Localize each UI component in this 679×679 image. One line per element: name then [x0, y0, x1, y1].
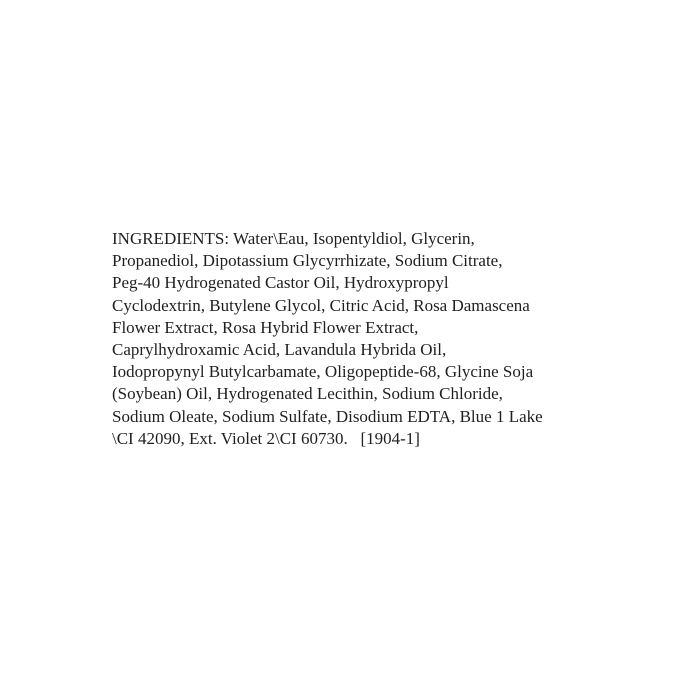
ingredients-text-block: [112, 228, 582, 450]
ingredients-line-5: Flower Extract, Rosa Hybrid Flower Extract,: [112, 317, 419, 337]
ingredients-line-4: Cyclodextrin, Butylene Glycol, Citric Acid, Rosa Damascena: [112, 295, 530, 315]
ingredients-line-6: Caprylhydroxamic Acid, Lavandula Hybrida Oil,: [112, 340, 447, 360]
ingredients-line-10: \CI 42090, Ext. Violet 2\CI 60730. [1904-1]: [112, 428, 420, 448]
ingredients-line-8: (Soybean) Oil, Hydrogenated Lecithin, Sodium Chloride,: [112, 384, 503, 404]
ingredients-line-3: Peg-40 Hydrogenated Castor Oil, Hydroxypropyl: [112, 273, 449, 293]
ingredients-line-1: INGREDIENTS: Water\Eau, Isopentyldiol, Glycerin,: [112, 229, 475, 248]
ingredients-line-2: Propanediol, Dipotassium Glycyrrhizate, Sodium Citrate,: [112, 251, 503, 271]
ingredients-line-9: Sodium Oleate, Sodium Sulfate, Disodium EDTA, Blue 1 Lake: [112, 406, 543, 426]
ingredients-line-7: Iodopropynyl Butylcarbamate, Oligopeptide-68, Glycine Soja: [112, 362, 534, 382]
